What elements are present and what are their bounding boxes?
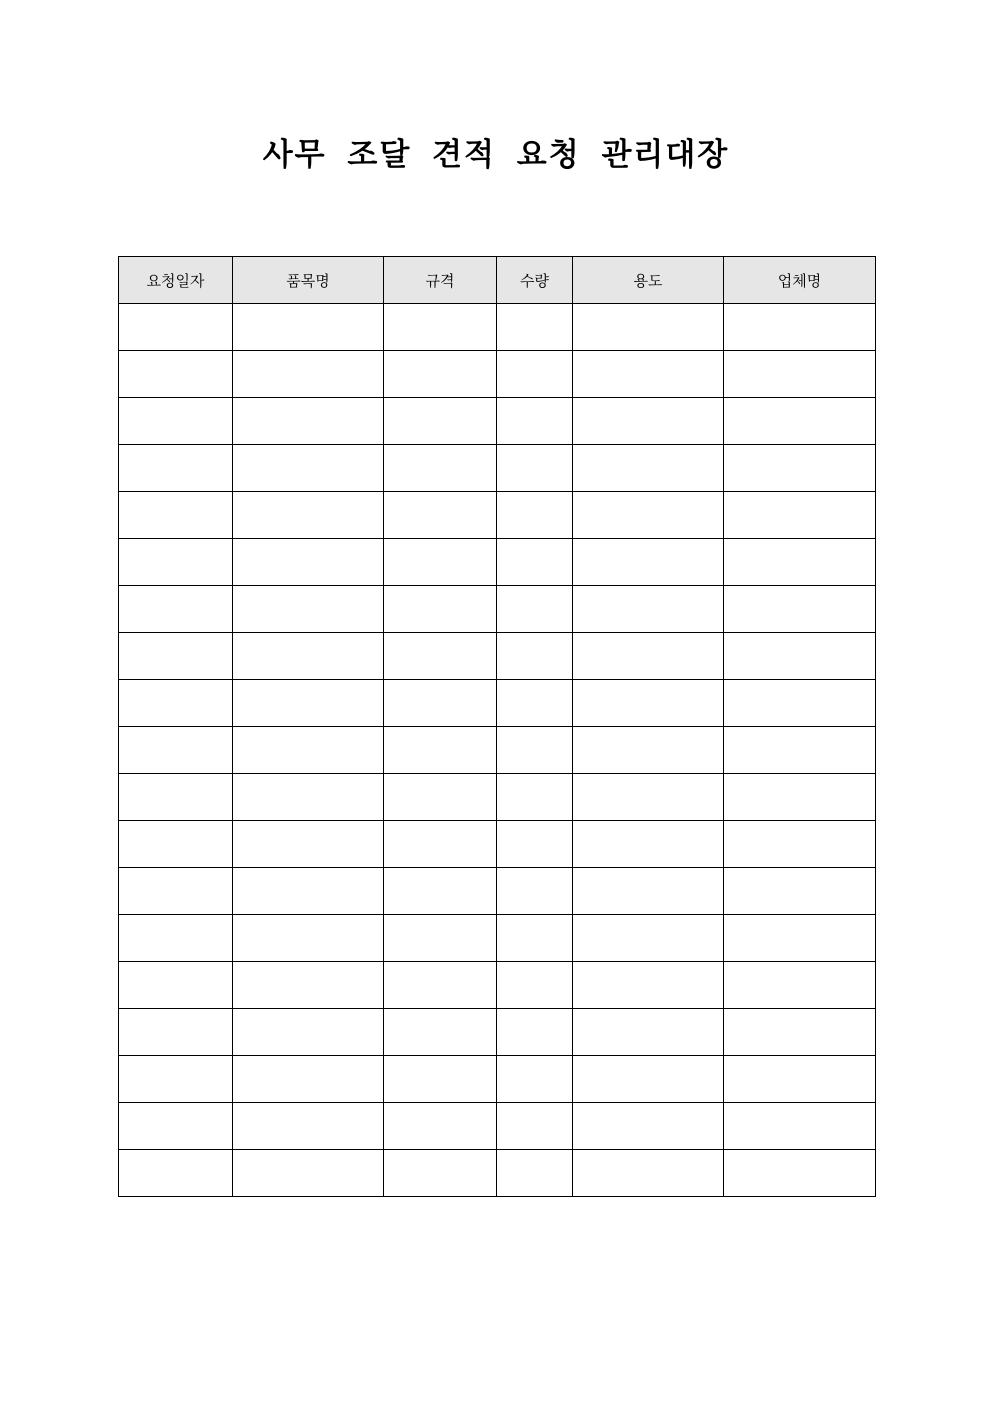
cell-purpose[interactable] — [573, 398, 724, 445]
cell-request-date[interactable] — [119, 1009, 233, 1056]
cell-specification[interactable] — [384, 445, 497, 492]
cell-specification[interactable] — [384, 304, 497, 351]
cell-quantity[interactable] — [497, 1009, 573, 1056]
table-body — [119, 304, 876, 1197]
cell-purpose[interactable] — [573, 539, 724, 586]
cell-vendor-name[interactable] — [724, 868, 876, 915]
cell-request-date[interactable] — [119, 1150, 233, 1197]
cell-specification[interactable] — [384, 1150, 497, 1197]
cell-request-date[interactable] — [119, 304, 233, 351]
cell-purpose[interactable] — [573, 1056, 724, 1103]
cell-vendor-name[interactable] — [724, 539, 876, 586]
cell-vendor-name[interactable] — [724, 492, 876, 539]
cell-quantity[interactable] — [497, 1103, 573, 1150]
cell-request-date[interactable] — [119, 398, 233, 445]
cell-purpose[interactable] — [573, 445, 724, 492]
table-row — [119, 1150, 876, 1197]
cell-request-date[interactable] — [119, 1103, 233, 1150]
cell-item-name[interactable] — [233, 304, 384, 351]
cell-quantity[interactable] — [497, 304, 573, 351]
table-row — [119, 915, 876, 962]
cell-vendor-name[interactable] — [724, 821, 876, 868]
cell-purpose[interactable] — [573, 351, 724, 398]
cell-quantity[interactable] — [497, 1056, 573, 1103]
cell-request-date[interactable] — [119, 1056, 233, 1103]
cell-quantity[interactable] — [497, 774, 573, 821]
cell-request-date[interactable] — [119, 351, 233, 398]
table-row — [119, 1056, 876, 1103]
cell-item-name[interactable] — [233, 821, 384, 868]
cell-purpose[interactable] — [573, 1150, 724, 1197]
cell-vendor-name[interactable] — [724, 445, 876, 492]
cell-item-name[interactable] — [233, 398, 384, 445]
table-row — [119, 304, 876, 351]
cell-purpose[interactable] — [573, 821, 724, 868]
cell-quantity[interactable] — [497, 445, 573, 492]
cell-vendor-name[interactable] — [724, 1009, 876, 1056]
cell-purpose[interactable] — [573, 586, 724, 633]
document-title: 사무 조달 견적 요청 관리대장 — [262, 137, 730, 173]
cell-item-name[interactable] — [233, 962, 384, 1009]
cell-quantity[interactable] — [497, 492, 573, 539]
cell-purpose[interactable] — [573, 492, 724, 539]
cell-vendor-name[interactable] — [724, 586, 876, 633]
cell-vendor-name[interactable] — [724, 398, 876, 445]
cell-specification[interactable] — [384, 774, 497, 821]
cell-item-name[interactable] — [233, 915, 384, 962]
cell-vendor-name[interactable] — [724, 633, 876, 680]
cell-specification[interactable] — [384, 586, 497, 633]
cell-item-name[interactable] — [233, 1150, 384, 1197]
cell-specification[interactable] — [384, 492, 497, 539]
cell-vendor-name[interactable] — [724, 774, 876, 821]
cell-quantity[interactable] — [497, 915, 573, 962]
cell-purpose[interactable] — [573, 1103, 724, 1150]
cell-vendor-name[interactable] — [724, 1103, 876, 1150]
cell-specification[interactable] — [384, 633, 497, 680]
table-row — [119, 351, 876, 398]
cell-purpose[interactable] — [573, 1009, 724, 1056]
cell-purpose[interactable] — [573, 727, 724, 774]
cell-quantity[interactable] — [497, 868, 573, 915]
cell-vendor-name[interactable] — [724, 1150, 876, 1197]
cell-request-date[interactable] — [119, 445, 233, 492]
table-row — [119, 398, 876, 445]
cell-item-name[interactable] — [233, 539, 384, 586]
table-row — [119, 680, 876, 727]
table-row — [119, 633, 876, 680]
column-header-purpose: 용도 — [573, 257, 724, 304]
column-header-vendor-name: 업체명 — [724, 257, 876, 304]
cell-item-name[interactable] — [233, 774, 384, 821]
cell-purpose[interactable] — [573, 774, 724, 821]
cell-quantity[interactable] — [497, 633, 573, 680]
cell-vendor-name[interactable] — [724, 915, 876, 962]
cell-vendor-name[interactable] — [724, 727, 876, 774]
cell-specification[interactable] — [384, 1103, 497, 1150]
cell-specification[interactable] — [384, 915, 497, 962]
cell-specification[interactable] — [384, 821, 497, 868]
cell-specification[interactable] — [384, 539, 497, 586]
cell-purpose[interactable] — [573, 962, 724, 1009]
column-header-quantity: 수량 — [497, 257, 573, 304]
table-row — [119, 727, 876, 774]
cell-specification[interactable] — [384, 680, 497, 727]
cell-quantity[interactable] — [497, 1150, 573, 1197]
cell-vendor-name[interactable] — [724, 680, 876, 727]
table-row — [119, 445, 876, 492]
table-row — [119, 586, 876, 633]
cell-request-date[interactable] — [119, 868, 233, 915]
cell-item-name[interactable] — [233, 351, 384, 398]
cell-specification[interactable] — [384, 868, 497, 915]
cell-quantity[interactable] — [497, 680, 573, 727]
cell-request-date[interactable] — [119, 680, 233, 727]
cell-item-name[interactable] — [233, 1103, 384, 1150]
cell-request-date[interactable] — [119, 492, 233, 539]
cell-vendor-name[interactable] — [724, 962, 876, 1009]
cell-purpose[interactable] — [573, 868, 724, 915]
table-row — [119, 962, 876, 1009]
cell-request-date[interactable] — [119, 821, 233, 868]
quote-request-ledger-table — [118, 256, 876, 1197]
cell-specification[interactable] — [384, 1009, 497, 1056]
cell-specification[interactable] — [384, 1056, 497, 1103]
table-row — [119, 492, 876, 539]
cell-vendor-name[interactable] — [724, 1056, 876, 1103]
cell-purpose[interactable] — [573, 680, 724, 727]
table-row — [119, 1103, 876, 1150]
cell-quantity[interactable] — [497, 962, 573, 1009]
cell-vendor-name[interactable] — [724, 304, 876, 351]
cell-request-date[interactable] — [119, 633, 233, 680]
cell-purpose[interactable] — [573, 915, 724, 962]
column-header-specification: 규격 — [384, 257, 497, 304]
table-row — [119, 539, 876, 586]
column-header-item-name: 품목명 — [233, 257, 384, 304]
cell-request-date[interactable] — [119, 962, 233, 1009]
cell-request-date[interactable] — [119, 915, 233, 962]
cell-item-name[interactable] — [233, 1056, 384, 1103]
table-row — [119, 774, 876, 821]
cell-specification[interactable] — [384, 398, 497, 445]
cell-specification[interactable] — [384, 727, 497, 774]
cell-item-name[interactable] — [233, 445, 384, 492]
cell-purpose[interactable] — [573, 304, 724, 351]
cell-quantity[interactable] — [497, 398, 573, 445]
cell-request-date[interactable] — [119, 774, 233, 821]
cell-purpose[interactable] — [573, 633, 724, 680]
table-row — [119, 1009, 876, 1056]
table-header-row — [119, 257, 876, 304]
cell-vendor-name[interactable] — [724, 351, 876, 398]
cell-item-name[interactable] — [233, 680, 384, 727]
cell-item-name[interactable] — [233, 586, 384, 633]
cell-item-name[interactable] — [233, 492, 384, 539]
cell-quantity[interactable] — [497, 351, 573, 398]
cell-request-date[interactable] — [119, 539, 233, 586]
cell-specification[interactable] — [384, 962, 497, 1009]
cell-quantity[interactable] — [497, 539, 573, 586]
table-row — [119, 821, 876, 868]
cell-quantity[interactable] — [497, 821, 573, 868]
cell-quantity[interactable] — [497, 727, 573, 774]
cell-item-name[interactable] — [233, 868, 384, 915]
table-row — [119, 868, 876, 915]
cell-quantity[interactable] — [497, 586, 573, 633]
cell-request-date[interactable] — [119, 586, 233, 633]
cell-request-date[interactable] — [119, 727, 233, 774]
cell-specification[interactable] — [384, 351, 497, 398]
cell-item-name[interactable] — [233, 1009, 384, 1056]
column-header-request-date: 요청일자 — [119, 257, 233, 304]
cell-item-name[interactable] — [233, 633, 384, 680]
cell-item-name[interactable] — [233, 727, 384, 774]
